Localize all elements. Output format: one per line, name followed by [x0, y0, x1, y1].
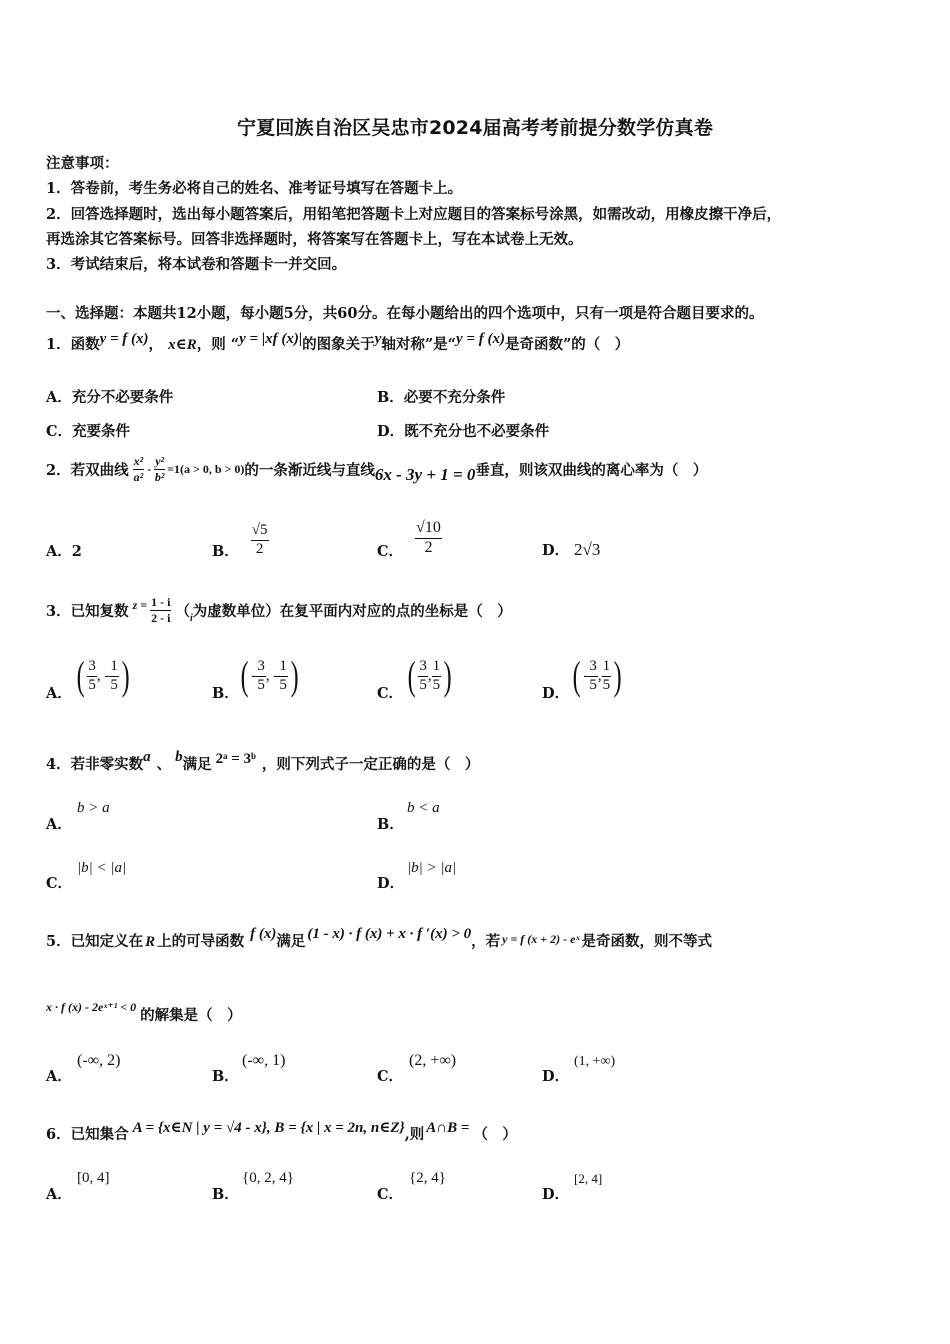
q3-b-sign: -: [251, 667, 257, 684]
q4-text: 4．若非零实数: [46, 756, 144, 773]
q3-text: （: [175, 602, 190, 620]
q3-d-frac1: [588, 659, 598, 694]
q5-condition: (1 - x) · f (x) + x · f ′(x) > 0: [307, 926, 472, 942]
q4-option-d-label[interactable]: D．: [377, 875, 405, 892]
q6-option-c[interactable]: {2, 4}: [409, 1170, 446, 1186]
q6-option-d-label[interactable]: D．: [542, 1186, 570, 1203]
q5-option-c[interactable]: (2, +∞): [409, 1052, 457, 1069]
q3-fraction: [150, 596, 171, 624]
q3-d-frac1-den: 5: [589, 676, 597, 693]
q6-intersection: A∩B =: [426, 1120, 470, 1136]
q6-text: （ ）: [473, 1126, 517, 1143]
q4-a: a: [143, 749, 151, 765]
q3-text: 3．已知复数: [46, 602, 129, 620]
right-paren: ): [443, 653, 452, 698]
q5-line-2: [46, 1000, 242, 1025]
q4-option-b-label[interactable]: B．: [377, 816, 404, 833]
q3-a-frac2-den: 5: [110, 676, 118, 693]
q2-option-b-num: √5: [251, 523, 269, 541]
q3-option-b-label[interactable]: B．: [212, 685, 239, 702]
page-title: 宁夏回族自治区吴忠市2024届高考考前提分数学仿真卷: [236, 117, 714, 139]
q4-option-d[interactable]: |b| > |a|: [407, 860, 457, 876]
left-paren: (: [572, 653, 581, 698]
q4-text: 、: [156, 756, 172, 773]
q3-a-frac2: [109, 659, 119, 694]
q3-b-frac2: [278, 659, 288, 694]
q2-option-c-den: 2: [424, 539, 433, 556]
q2-line: 6x - 3y + 1 = 0: [374, 465, 476, 485]
q3-option-d[interactable]: [570, 653, 624, 698]
q3-frac-den: 2 - i: [151, 610, 171, 625]
q1-text: 的图象关于: [302, 336, 375, 353]
q3-c-frac2-den: 5: [432, 676, 441, 693]
q3-d-frac2-num: 1: [602, 659, 612, 677]
q2-option-d-value: 2√3: [574, 540, 601, 559]
notice-item: 1．答卷前，考生务必将自己的姓名、准考证号填写在答题卡上。: [46, 180, 463, 197]
q6-text: ,则: [404, 1126, 425, 1143]
q3-a-frac1-den: 5: [88, 676, 96, 693]
q5-f: f (x): [250, 926, 277, 942]
q6-text: 6．已知集合: [46, 1126, 129, 1143]
q2-frac-y-num: y²: [155, 454, 165, 468]
q6-option-d[interactable]: [2, 4]: [574, 1171, 603, 1186]
q3-b-frac1-num: 3: [256, 659, 266, 677]
q4-equation: 2ᵃ = 3ᵇ: [215, 751, 256, 767]
q1-text: 是奇函数”的（ ）: [504, 336, 630, 353]
q3-d-sign: -: [583, 667, 589, 684]
q2-option-d[interactable]: [542, 539, 569, 560]
q2-option-b[interactable]: [212, 520, 269, 561]
q6-option-c-label[interactable]: C．: [377, 1186, 404, 1203]
q3-c-frac1: [418, 659, 428, 694]
question-5: [46, 926, 713, 951]
q3-c-frac2-num: 1: [432, 659, 442, 677]
q3-z: z =: [132, 597, 148, 612]
q2-text: 垂直，则该双曲线的离心率为（ ）: [475, 461, 708, 479]
q1-domain: x∈R: [168, 337, 197, 353]
q1-option-d[interactable]: D．既不充分也不必要条件: [377, 423, 550, 440]
notice-item: 3．考试结束后，将本试卷和答题卡一并交回。: [46, 256, 347, 273]
right-paren: ): [290, 653, 299, 698]
q1-option-a[interactable]: A．充分不必要条件: [46, 389, 174, 406]
q3-d-sep: ,: [597, 667, 602, 684]
q2-text: 的一条渐近线与直线: [244, 461, 375, 479]
q3-option-a-label[interactable]: A．: [46, 685, 72, 702]
q3-frac-num: 1 - i: [151, 595, 171, 609]
q5-option-a-label[interactable]: A．: [46, 1068, 72, 1085]
q2-option-a-label: A．: [46, 543, 72, 560]
q6-option-b[interactable]: {0, 2, 4}: [242, 1170, 294, 1186]
q3-c-frac2: [432, 659, 442, 694]
q6-sets: A = {x∈N | y = √4 - x}, B = {x | x = 2n, n∈Z}: [132, 1120, 405, 1136]
q2-text: 2．若双曲线: [46, 461, 129, 479]
notice-item: 2．回答选择题时，选出每小题答案后，用铅笔把答题卡上对应题目的答案标号涂黑，如需改动，用橡皮擦干净后，: [46, 206, 782, 223]
q1-abs-func: y = |xf (x)|: [239, 331, 303, 347]
q2-option-b-label: B．: [212, 543, 239, 560]
q4-option-c-label[interactable]: C．: [46, 875, 73, 892]
q4-option-b[interactable]: b < a: [407, 800, 440, 816]
q1-axis: y: [374, 331, 382, 347]
q3-a-sep: , -: [96, 667, 110, 684]
left-paren: (: [240, 653, 249, 698]
q1-option-b[interactable]: B．必要不充分条件: [377, 389, 506, 406]
q5-odd-func: y = f (x + 2) - eˣ: [502, 932, 580, 946]
q5-option-d-label[interactable]: D．: [542, 1068, 570, 1085]
notice-item: 再选涂其它答案标号。回答非选择题时，将答案写在答题卡上，写在本试卷上无效。: [46, 231, 583, 248]
q3-a-frac1-num: 3: [87, 659, 97, 677]
q4-option-a-label[interactable]: A．: [46, 816, 72, 833]
q1-text: 轴对称”是“: [381, 336, 457, 353]
q5-r: R: [145, 934, 156, 950]
q2-minus: -: [147, 461, 152, 476]
q2-option-c-value: [415, 520, 442, 557]
q3-option-d-label[interactable]: D．: [542, 685, 570, 702]
q5-text: 满足: [276, 933, 306, 950]
q5-text: 的解集是（ ）: [140, 1007, 242, 1024]
q3-option-c[interactable]: [405, 653, 454, 698]
question-6: [46, 1120, 517, 1144]
q5-text: ，若: [471, 933, 501, 950]
q5-option-c-label[interactable]: C．: [377, 1068, 404, 1085]
q5-option-b[interactable]: (-∞, 1): [242, 1052, 286, 1069]
q1-func: y = f (x): [99, 331, 149, 347]
q5-option-a[interactable]: (-∞, 2): [77, 1052, 121, 1069]
q2-option-a[interactable]: [46, 540, 82, 561]
q1-option-c[interactable]: C．充要条件: [46, 423, 131, 440]
q5-option-d[interactable]: (1, +∞): [574, 1054, 616, 1069]
question-3: [46, 596, 512, 624]
q5-inequality: x · f (x) - 2eˣ⁺¹ < 0: [46, 1000, 137, 1014]
q3-a-frac2-num: 1: [109, 659, 119, 677]
q2-option-b-value: [251, 523, 269, 558]
q2-option-c[interactable]: [377, 516, 442, 561]
q3-b-frac1: [256, 659, 266, 694]
q3-b-frac1-den: 5: [257, 676, 265, 693]
q5-text: 是奇函数，则不等式: [581, 933, 713, 950]
q2-option-b-den: 2: [255, 541, 264, 557]
q3-d-frac2: [602, 659, 612, 694]
q4-text: 满足: [182, 756, 212, 773]
q3-b-frac2-den: 5: [279, 676, 287, 693]
q2-frac-y-den: b²: [154, 469, 165, 484]
notice-heading: 注意事项：: [46, 155, 119, 172]
left-paren: (: [407, 653, 416, 698]
q2-frac-x-den: a²: [133, 469, 144, 484]
q1-func-2: y = f (x): [456, 331, 505, 347]
q3-text: 为虚数单位）在复平面内对应的点的坐标是（ ）: [192, 602, 512, 620]
q4-b: b: [175, 749, 183, 765]
q3-i: i: [189, 612, 193, 624]
q3-option-b[interactable]: [238, 653, 301, 698]
q3-d-frac2-den: 5: [602, 676, 611, 693]
q1-text: 1．函数: [46, 336, 100, 353]
left-paren: (: [76, 653, 85, 698]
q3-c-sep: ,: [427, 667, 432, 684]
q1-text: ，: [148, 336, 164, 353]
q4-option-c[interactable]: |b| < |a|: [77, 860, 127, 876]
q6-option-a-label[interactable]: A．: [46, 1186, 72, 1203]
q1-text: ，则 “: [196, 336, 240, 353]
q3-b-frac2-num: 1: [278, 659, 288, 677]
q3-b-sep: , -: [265, 667, 279, 684]
question-2: [46, 455, 707, 483]
q3-option-c-label[interactable]: C．: [377, 685, 404, 702]
right-paren: ): [121, 653, 130, 698]
q5-option-b-label[interactable]: B．: [212, 1068, 239, 1085]
q2-option-c-label: C．: [377, 543, 404, 560]
q2-option-c-num: √10: [415, 520, 442, 539]
q2-condition: =1(a > 0, b > 0): [167, 461, 245, 476]
q3-option-a[interactable]: [74, 653, 132, 698]
q3-c-frac1-den: 5: [419, 676, 427, 693]
q6-option-a[interactable]: [0, 4]: [77, 1170, 110, 1186]
q5-text: 5．已知定义在: [46, 933, 144, 950]
q2-option-d-label: D．: [542, 542, 570, 559]
q2-frac-y: [154, 455, 165, 483]
q5-text: 上的可导函数: [157, 933, 245, 950]
right-paren: ): [613, 653, 622, 698]
q3-d-frac1-num: 3: [588, 659, 598, 677]
q2-frac-x: [133, 455, 145, 483]
q4-text: ，则下列式子一定正确的是（ ）: [261, 756, 480, 773]
q3-c-frac1-num: 3: [418, 659, 428, 677]
question-4: [46, 749, 480, 774]
q6-option-b-label[interactable]: B．: [212, 1186, 239, 1203]
question-1: [46, 333, 629, 354]
q2-option-a-value: 2: [71, 543, 82, 560]
q4-option-a[interactable]: b > a: [77, 800, 110, 816]
section-heading: 一、选择题：本题共12小题，每小题5分，共60分。在每小题给出的四个选项中，只有一项是符合题目要求的。: [46, 305, 764, 322]
q3-a-frac1: [87, 659, 97, 694]
q2-frac-x-num: x²: [133, 454, 144, 468]
